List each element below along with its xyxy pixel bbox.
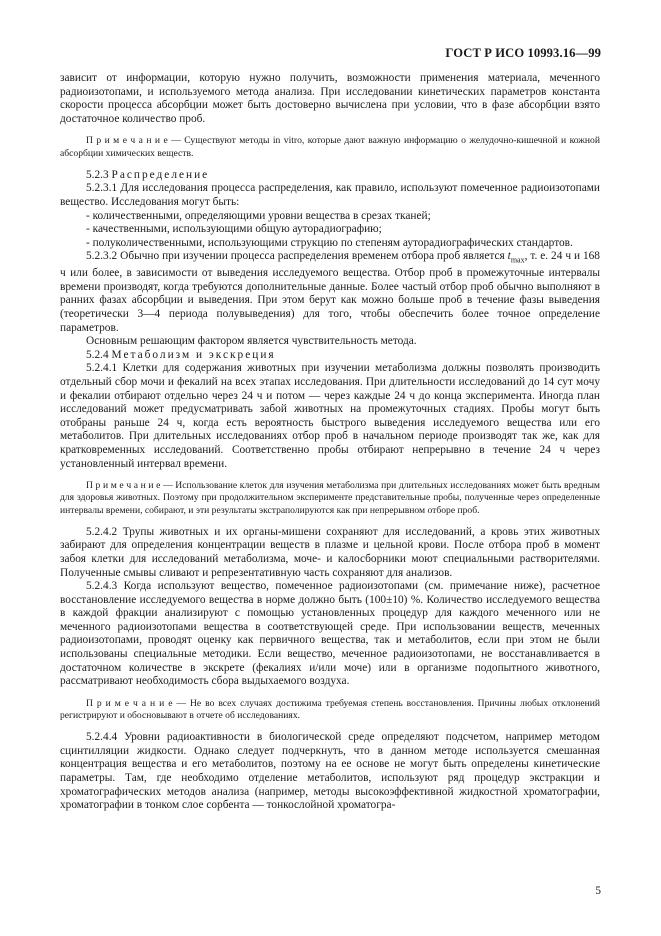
note-in-vitro xyxy=(60,135,600,159)
section-title: Распределение xyxy=(111,168,210,181)
note-text: — Существуют методы in vitro, которые дают важную информацию о желудочно-кишечной и кожной абсорбции химических веществ. xyxy=(60,135,600,159)
list-item-semiquantitative: - полуколичественными, использующими струкцию по степеням ауторадиографических стандартов. xyxy=(86,236,573,249)
section-number: 5.2.3 xyxy=(86,168,109,181)
paragraph-sensitivity: Основным решающим фактором является чувствительность метода. xyxy=(86,335,417,348)
paragraph-5-2-4-1: 5.2.4.1 Клетки для содержания животных при изучении метаболизма должны позволять производить отдельный сбор мочи и фекалий на всех этапах исследования. При длительности исследований до 14 сут мочу и фекалии отбирают отдельно через 24 ч и потом — через каждые 24 ч до конца эксперимента. Иногда план исследований может предусматривать забой животных на промежуточных стадиях. Пробы могут быть отобраны раньше 24 ч, когда есть вероятность быстрого выведения исследуемого вещества или его метаболитов. При длительных исследованиях отбор проб в начальном периоде производят так же, как для кратковременных исследований. Соответственно пробы отбирают непрерывно в течение 24 ч через установленный интервал времени. xyxy=(60,362,600,470)
paragraph-5-2-3-2 xyxy=(60,250,600,335)
note-metabolism-cages xyxy=(60,480,600,517)
list-item-qualitative: - качественными, использующими общую ауторадиографию; xyxy=(86,223,382,236)
t-subscript: max xyxy=(510,255,525,265)
paragraph-5-2-4-4: 5.2.4.4 Уровни радиоактивности в биологической среде определяют подсчетом, например методом сцинтилляции жидкости. Однако следует подчеркнуть, что в данном методе используется смешанная концентрация вещества и его метаболитов, поэтому на ее основе не могут быть определены кинетические параметры. Там, где необходимо отделение метаболитов, используют ряд процедур экстракции и хроматографических методов анализа (например, методы высокоэффективной жидкостной хроматографии, хроматографии в тонком слое сорбента — тонкослойной хроматогра- xyxy=(60,731,600,812)
paragraph-5-2-4-2: 5.2.4.2 Трупы животных и их органы-мишени сохраняют для исследований, а кровь этих животных забирают для определения концентрации веществ в плазме и цельной крови. После отбора проб в момент забоя клетки для исследований метаболизма, моче- и калосборники моют специальными растворителями. Полученные смывы сливают и репрезентативную часть сохраняют для анализов. xyxy=(60,525,600,579)
note-label: П р и м е ч а н и е xyxy=(86,697,173,709)
section-number: 5.2.4 xyxy=(86,348,109,361)
page-number: 5 xyxy=(595,885,601,897)
t-symbol: t xyxy=(507,250,511,263)
paragraph-absorption-continued: зависит от информации, которую нужно получить, возможности применения материала, меченного радиоизотопами, и используемого метода анализа. При исследовании кинетических параметров константа скорости процесса абсорбции может быть достоверно вычислена при условии, что в фазе абсорбции взято достаточное количество проб. xyxy=(60,72,600,125)
section-title: Метаболизм и экскреция xyxy=(111,348,276,361)
list-item-quantitative: - количественными, определяющими уровни вещества в срезах тканей; xyxy=(86,209,431,222)
paragraph-text: 5.2.3.2 Обычно при изучении процесса распределения временем отбора проб является xyxy=(86,250,508,263)
paragraph-5-2-4-3: 5.2.4.3 Когда используют вещество, помеченное радиоизотопами (см. примечание ниже), расчетное восстановление исследуемого вещества в норме должно быть (100±10) %. Количество исследуемого вещества в каждой фракции анализируют с помощью установленных процедур для каждого меченного или не меченного радиоизотопами вещества в соответствующей среде. При использовании веществ, меченных радиоизотопами, проводят оценку как первичного вещества, так и метаболитов, если при этом не были использованы специальные методики. Если вещество, меченное радиоизотопами, не восстанавливается в достаточном количестве в экскрете (фекалиях и/или моче) или в организме подопытного животного, рассматривают необходимость сбора выдыхаемого воздуха. xyxy=(60,580,600,688)
note-label: П р и м е ч а н и е xyxy=(86,480,161,492)
paragraph-5-2-3-1: 5.2.3.1 Для исследования процесса распределения, как правило, используют помеченное радиоизотопами вещество. Исследования могут быть: xyxy=(60,182,600,208)
paragraph-text: , т. е. 24 ч и 168 ч или более, в зависимости от выведения исследуемого вещества. Отбор проб в промежуточные интервалы времени производят, когда требуются дополнительные данные. Более частый отбор проб обычно выполняют в ранних фазах абсорбции и выведения. При этом берут как можно больше проб в течение фазы выведения (теоретически 3—4 периода полувыведения) для того, чтобы обеспечить более точное определение параметров. xyxy=(60,250,600,334)
section-heading-5-2-3 xyxy=(60,169,600,183)
note-text: — Не во всех случаях достижима требуемая степень восстановления. Причины любых отклонений регистрируют и обосновывают в отчете об исследованиях. xyxy=(60,697,600,722)
section-heading-5-2-4 xyxy=(60,349,600,363)
note-label: П р и м е ч а н и е xyxy=(86,135,168,147)
standard-header: ГОСТ Р ИСО 10993.16—99 xyxy=(445,46,601,60)
note-text: — Использование клеток для изучения метаболизма при длительных исследованиях может быть вредным для здоровья животных. Поэтому при продолжительном эксперименте представительные пробы, полученные через определенные интервалы времени, собирают, и эти результаты экстраполируются как при непрерывном отборе проб. xyxy=(60,480,601,516)
page-body xyxy=(60,72,600,813)
note-recovery xyxy=(60,698,600,722)
